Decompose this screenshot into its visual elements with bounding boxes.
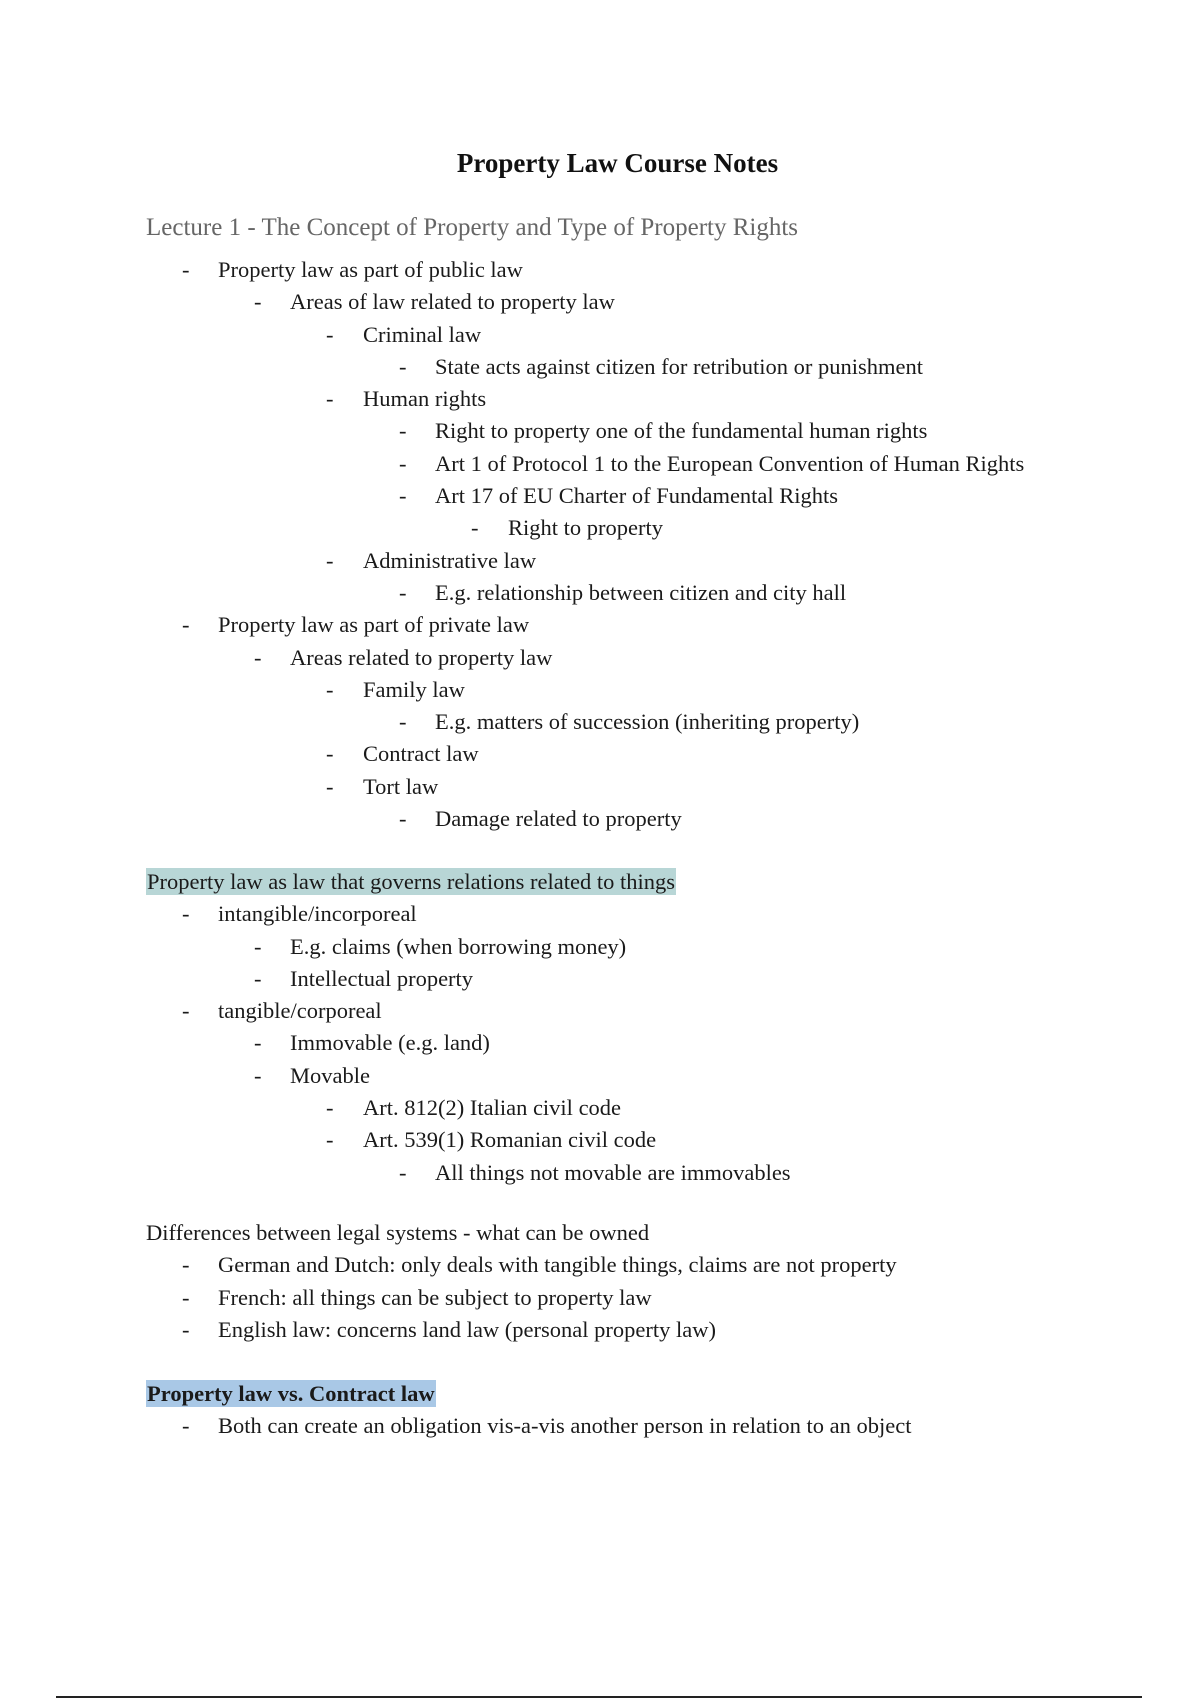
list-item: - intangible/incorporeal [182, 901, 417, 927]
list-item: - E.g. matters of succession (inheriting property) [399, 709, 860, 735]
lecture-heading: Lecture 1 - The Concept of Property and Type of Property Rights [146, 214, 799, 241]
list-item: - Property law as part of public law [182, 257, 523, 282]
list-item: - English law: concerns land law (personal property law) [182, 1316, 716, 1342]
list-item: - Art 1 of Protocol 1 to the European Convention of Human Rights [399, 450, 1025, 476]
list-item: - Art. 812(2) Italian civil code [326, 1095, 622, 1121]
list-item: - Art 17 of EU Charter of Fundamental Rights [399, 483, 839, 509]
list-item: - State acts against citizen for retribution or punishment [399, 353, 923, 379]
list-item: - Areas of law related to property law [254, 289, 615, 315]
section-heading [146, 866, 1146, 898]
list-item: - Administrative law [326, 547, 537, 573]
list-item: - Family law [326, 676, 465, 702]
page-bottom-rule [56, 1696, 1142, 1698]
section-heading: Differences between legal systems - what can be owned [146, 1220, 650, 1245]
list-item: - Criminal law [326, 321, 482, 347]
list-item: - Immovable (e.g. land) [254, 1030, 490, 1056]
list-item: - French: all things can be subject to property law [182, 1284, 652, 1310]
list-item: - Tort law [326, 773, 439, 799]
list-item: - Intellectual property [254, 965, 474, 991]
list-item: - Right to property [471, 515, 663, 541]
list-item: - Contract law [326, 741, 479, 767]
list-item: - E.g. claims (when borrowing money) [254, 933, 627, 959]
list-item: - Both can create an obligation vis-a-vis another person in relation to an object [182, 1413, 912, 1439]
list-item: - Areas related to property law [254, 644, 553, 670]
highlighted-heading: Property law vs. Contract law [147, 1381, 435, 1406]
section-public-private-law [146, 254, 1146, 835]
highlighted-heading: Property law as law that governs relations related to things [147, 869, 675, 894]
document-title: Property Law Course Notes [456, 148, 779, 178]
list-item: - Art. 539(1) Romanian civil code [326, 1127, 657, 1153]
list-item: - All things not movable are immovables [399, 1159, 791, 1185]
list-item: - Property law as part of private law [182, 612, 530, 638]
list-item: - Damage related to property [399, 806, 682, 832]
list-item: - tangible/corporeal [182, 998, 382, 1024]
section-heading [146, 1378, 1146, 1410]
list-item: - Movable [254, 1062, 370, 1088]
list-item: - E.g. relationship between citizen and city hall [399, 579, 847, 605]
list-item: - Human rights [326, 386, 487, 412]
list-item: - German and Dutch: only deals with tangible things, claims are not property [182, 1252, 897, 1278]
section-relations-to-things [146, 866, 1146, 1189]
section-property-vs-contract [146, 1378, 1146, 1443]
list-item: - Right to property one of the fundamental human rights [399, 418, 928, 444]
section-legal-system-differences [146, 1217, 1146, 1346]
